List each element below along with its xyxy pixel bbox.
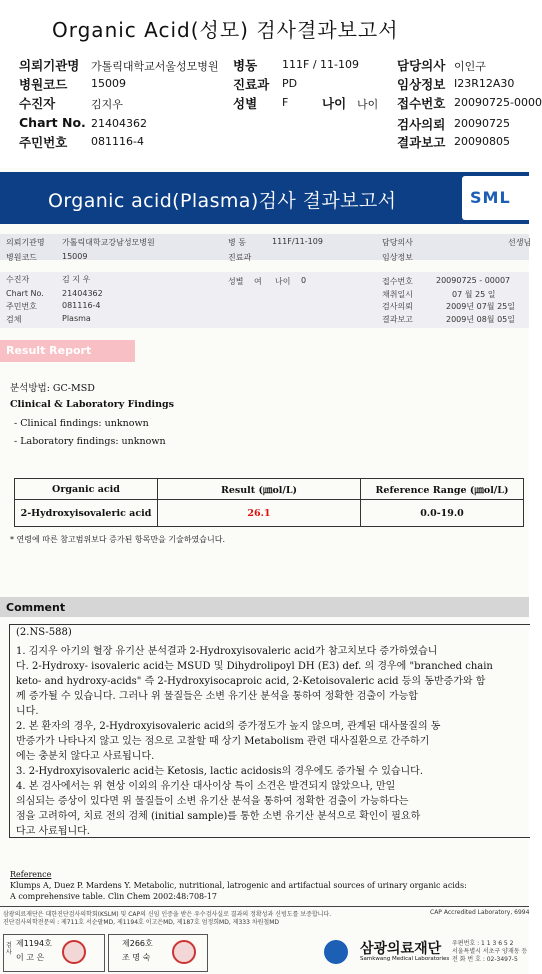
s-request-label: 검사의뢰 (382, 302, 413, 311)
request-label: 검사의뢰 (397, 117, 446, 132)
comment-bar (0, 597, 529, 617)
stamp1-name: 이 고 은 (16, 953, 45, 962)
s-patient-value: 김 지 우 (62, 275, 91, 284)
clinical-label: 임상정보 (397, 77, 446, 92)
chart-value: 21404362 (91, 117, 147, 130)
table-cell-acid: 2-Hydroxyisovaleric acid (15, 500, 158, 527)
receipt-value: 20090725-0000 (454, 96, 542, 109)
comment-line: keto- and hydroxy-acids" 즉 2-Hydroxyisocaproic acid, 2-Ketoisovaleric acid 등의 동반증가와 함 (16, 676, 486, 687)
s-chart-value: 21404362 (62, 289, 103, 298)
comment-line: (2.NS-588) (16, 627, 72, 638)
lab-findings: - Laboratory findings: unknown (14, 436, 166, 447)
code-label: 병원코드 (19, 77, 68, 92)
stamp2-number: 제266호 (122, 939, 153, 948)
s-sex-value: 여 (254, 277, 262, 286)
s-clinical-label: 임상정보 (382, 253, 413, 262)
age-label: 나이 (322, 96, 347, 111)
s-hospital-label: 의뢰기관명 (6, 238, 45, 247)
hospital-value: 가톨릭대학교서울성모병원 (91, 60, 219, 73)
report-value: 20090805 (454, 135, 510, 148)
s-code-value: 15009 (62, 252, 88, 261)
id-value: 081116-4 (91, 135, 144, 148)
table-cell-result: 26.1 (158, 500, 361, 527)
comment-line: 다고 사료됩니다. (16, 826, 90, 837)
foundation-name: 삼광의료재단 (360, 941, 442, 957)
result-report-heading: Result Report (6, 344, 92, 357)
s-ward-value: 111F/11-109 (272, 237, 323, 246)
patient-label: 수진자 (19, 96, 56, 111)
footer-line-2: 진단검사의학전문의 : 제711호 서순팔MD, 제1194호 이고은MD, 제187호 엄정희MD, 제333 차원철MD (3, 919, 280, 926)
s-ward-label: 병 동 (228, 238, 246, 247)
ward-label: 병동 (233, 58, 258, 73)
s-age-label: 나이 (275, 277, 291, 286)
clinical-findings: - Clinical findings: unknown (14, 418, 149, 429)
table-header-cell: Reference Range (㎛ol/L) (361, 479, 524, 500)
red-seal-icon (172, 940, 196, 964)
analysis-method: 분석방법: GC-MSD (10, 383, 95, 394)
table-row (15, 500, 524, 527)
s-collect-label: 채취일시 (382, 290, 413, 299)
reference-heading: Reference (10, 870, 52, 879)
s-chart-label: Chart No. (6, 289, 44, 298)
s-id-value: 081116-4 (62, 301, 101, 310)
receipt-label: 접수번호 (397, 96, 446, 111)
s-receipt-value: 20090725 - 00007 (436, 276, 511, 285)
s-collect-value: 07 월 25 일 (452, 290, 496, 299)
report-label: 결과보고 (397, 135, 446, 150)
findings-title: Clinical & Laboratory Findings (10, 399, 174, 410)
table-cell-range: 0.0-19.0 (361, 500, 524, 527)
doctor-value: 이인구 (454, 60, 486, 73)
s-report-value: 2009년 08월 05일 (446, 315, 515, 324)
comment-line: 1. 김지우 아기의 혈장 유기산 분석결과 2-Hydroxyisovaleric acid가 참고치보다 증가하였습니 (16, 646, 438, 657)
sex-label: 성별 (233, 96, 258, 111)
s-hospital-value: 가톨릭대학교강남성모병원 (62, 238, 155, 247)
cap-text: CAP Accredited Laboratory, 6994 (430, 909, 530, 916)
s-code-label: 병원코드 (6, 253, 37, 262)
foundation-logo-icon (324, 940, 348, 964)
phone: 전 화 번 호 : 02-3497-5 (452, 956, 518, 963)
postal-code: 우편번호 : 1 1 3 6 5 2 (452, 940, 514, 947)
patient-value: 김지우 (91, 98, 123, 111)
hospital-label: 의뢰기관명 (19, 58, 80, 73)
reference-line: A comprehensive table. Clin Chem 2002:48:708-17 (10, 892, 218, 901)
table-header-row (15, 479, 524, 500)
comment-line: 다. 2-Hydroxy- isovaleric acid는 MSUD 및 Dihydrolipoyl DH (E3) def. 의 경우에 "branched chain (16, 661, 493, 672)
comment-line: 2. 본 환자의 경우, 2-Hydroxyisovaleric acid의 증가정도가 높지 않으며, 관계된 대사물질의 동 (16, 721, 441, 732)
comment-line: 의심되는 증상이 있다면 위 물질들이 소변 유기산 분석을 통하여 정확한 검출이 가능하다는 (16, 796, 409, 807)
foundation-en: Samkwang Medical Laboratories (360, 956, 450, 962)
page-title: Organic Acid(성모) 검사결과보고서 (52, 18, 399, 42)
id-label: 주민번호 (19, 135, 68, 150)
s-report-label: 결과보고 (382, 315, 413, 324)
red-seal-icon (62, 940, 86, 964)
sml-logo: SML (470, 188, 511, 207)
s-specimen-label: 검체 (6, 315, 22, 324)
dept-label: 진료과 (233, 77, 270, 92)
stamp-label: 검사 (6, 942, 12, 956)
sex-value: F (282, 96, 289, 109)
code-value: 15009 (91, 77, 126, 90)
clinical-value: I23R12A30 (454, 77, 515, 90)
s-receipt-label: 접수번호 (382, 277, 413, 286)
address: 서울특별시 서초구 양재동 등 (452, 948, 528, 955)
stamp2-name: 조 명 숙 (122, 953, 151, 962)
age-value: 나이 (357, 98, 379, 111)
stamp1-number: 제1194호 (16, 939, 52, 948)
comment-line: 께 증가될 수 있습니다. 그러나 위 물질들은 소변 유기산 분석을 통하여 정확한 검출이 가능합 (16, 691, 418, 702)
s-doctor-value: 선생님 (508, 238, 532, 247)
ward-value: 111F / 11-109 (282, 58, 359, 71)
comment-line: 에는 충분치 않다고 사료됩니다. (16, 751, 155, 762)
comment-line: 3. 2-Hydroxyisovaleric acid는 Ketosis, lactic acidosis의 경우에도 증가될 수 있습니다. (16, 766, 424, 777)
result-table (14, 478, 524, 527)
table-header-cell: Organic acid (15, 479, 158, 500)
footer-line-1: 삼광의료재단은 대한진단검사의학회(KSLM) 및 CAP의 신임 인증을 받은 우수검사실로 결과의 정확성과 신빙도를 보증합니다. (3, 911, 332, 918)
s-sex-label: 성별 (228, 277, 244, 286)
s-age-value: 0 (301, 276, 307, 285)
footer-divider (0, 906, 529, 907)
s-request-value: 2009년 07월 25일 (446, 302, 515, 311)
table-note: * 연령에 따른 참고범위보다 증가된 항목만을 기술하였습니다. (10, 535, 225, 544)
request-value: 20090725 (454, 117, 510, 130)
s-patient-label: 수진자 (6, 275, 30, 284)
reference-line: Klumps A, Duez P. Mardens Y. Metabolic, nutritional, latrogenic and artifactual sources of urinary organic acids: (10, 881, 467, 890)
s-dept-label: 진료과 (228, 253, 252, 262)
banner-title: Organic acid(Plasma)검사 결과보고서 (48, 190, 397, 212)
comment-line: 점을 고려하여, 치료 전의 검체 (initial sample)를 통한 소변 유기산 분석으로 확인이 필요하 (16, 811, 421, 822)
comment-line: 반증가가 나타나지 않고 있는 점으로 고찰할 때 상기 Metabolism 관련 대사질환으로 간주하기 (16, 736, 430, 747)
comment-heading: Comment (6, 601, 66, 614)
dept-value: PD (282, 77, 298, 90)
comment-line: 니다. (16, 706, 39, 717)
s-specimen-value: Plasma (62, 314, 91, 323)
table-header-cell: Result (㎛ol/L) (158, 479, 361, 500)
doctor-label: 담당의사 (397, 58, 446, 73)
s-id-label: 주민번호 (6, 302, 37, 311)
s-doctor-label: 담당의사 (382, 238, 413, 247)
chart-label: Chart No. (19, 115, 86, 130)
comment-line: 4. 본 검사에서는 위 현상 이외의 유기산 대사이상 특이 소견은 발견되지 않았으나, 만일 (16, 781, 396, 792)
